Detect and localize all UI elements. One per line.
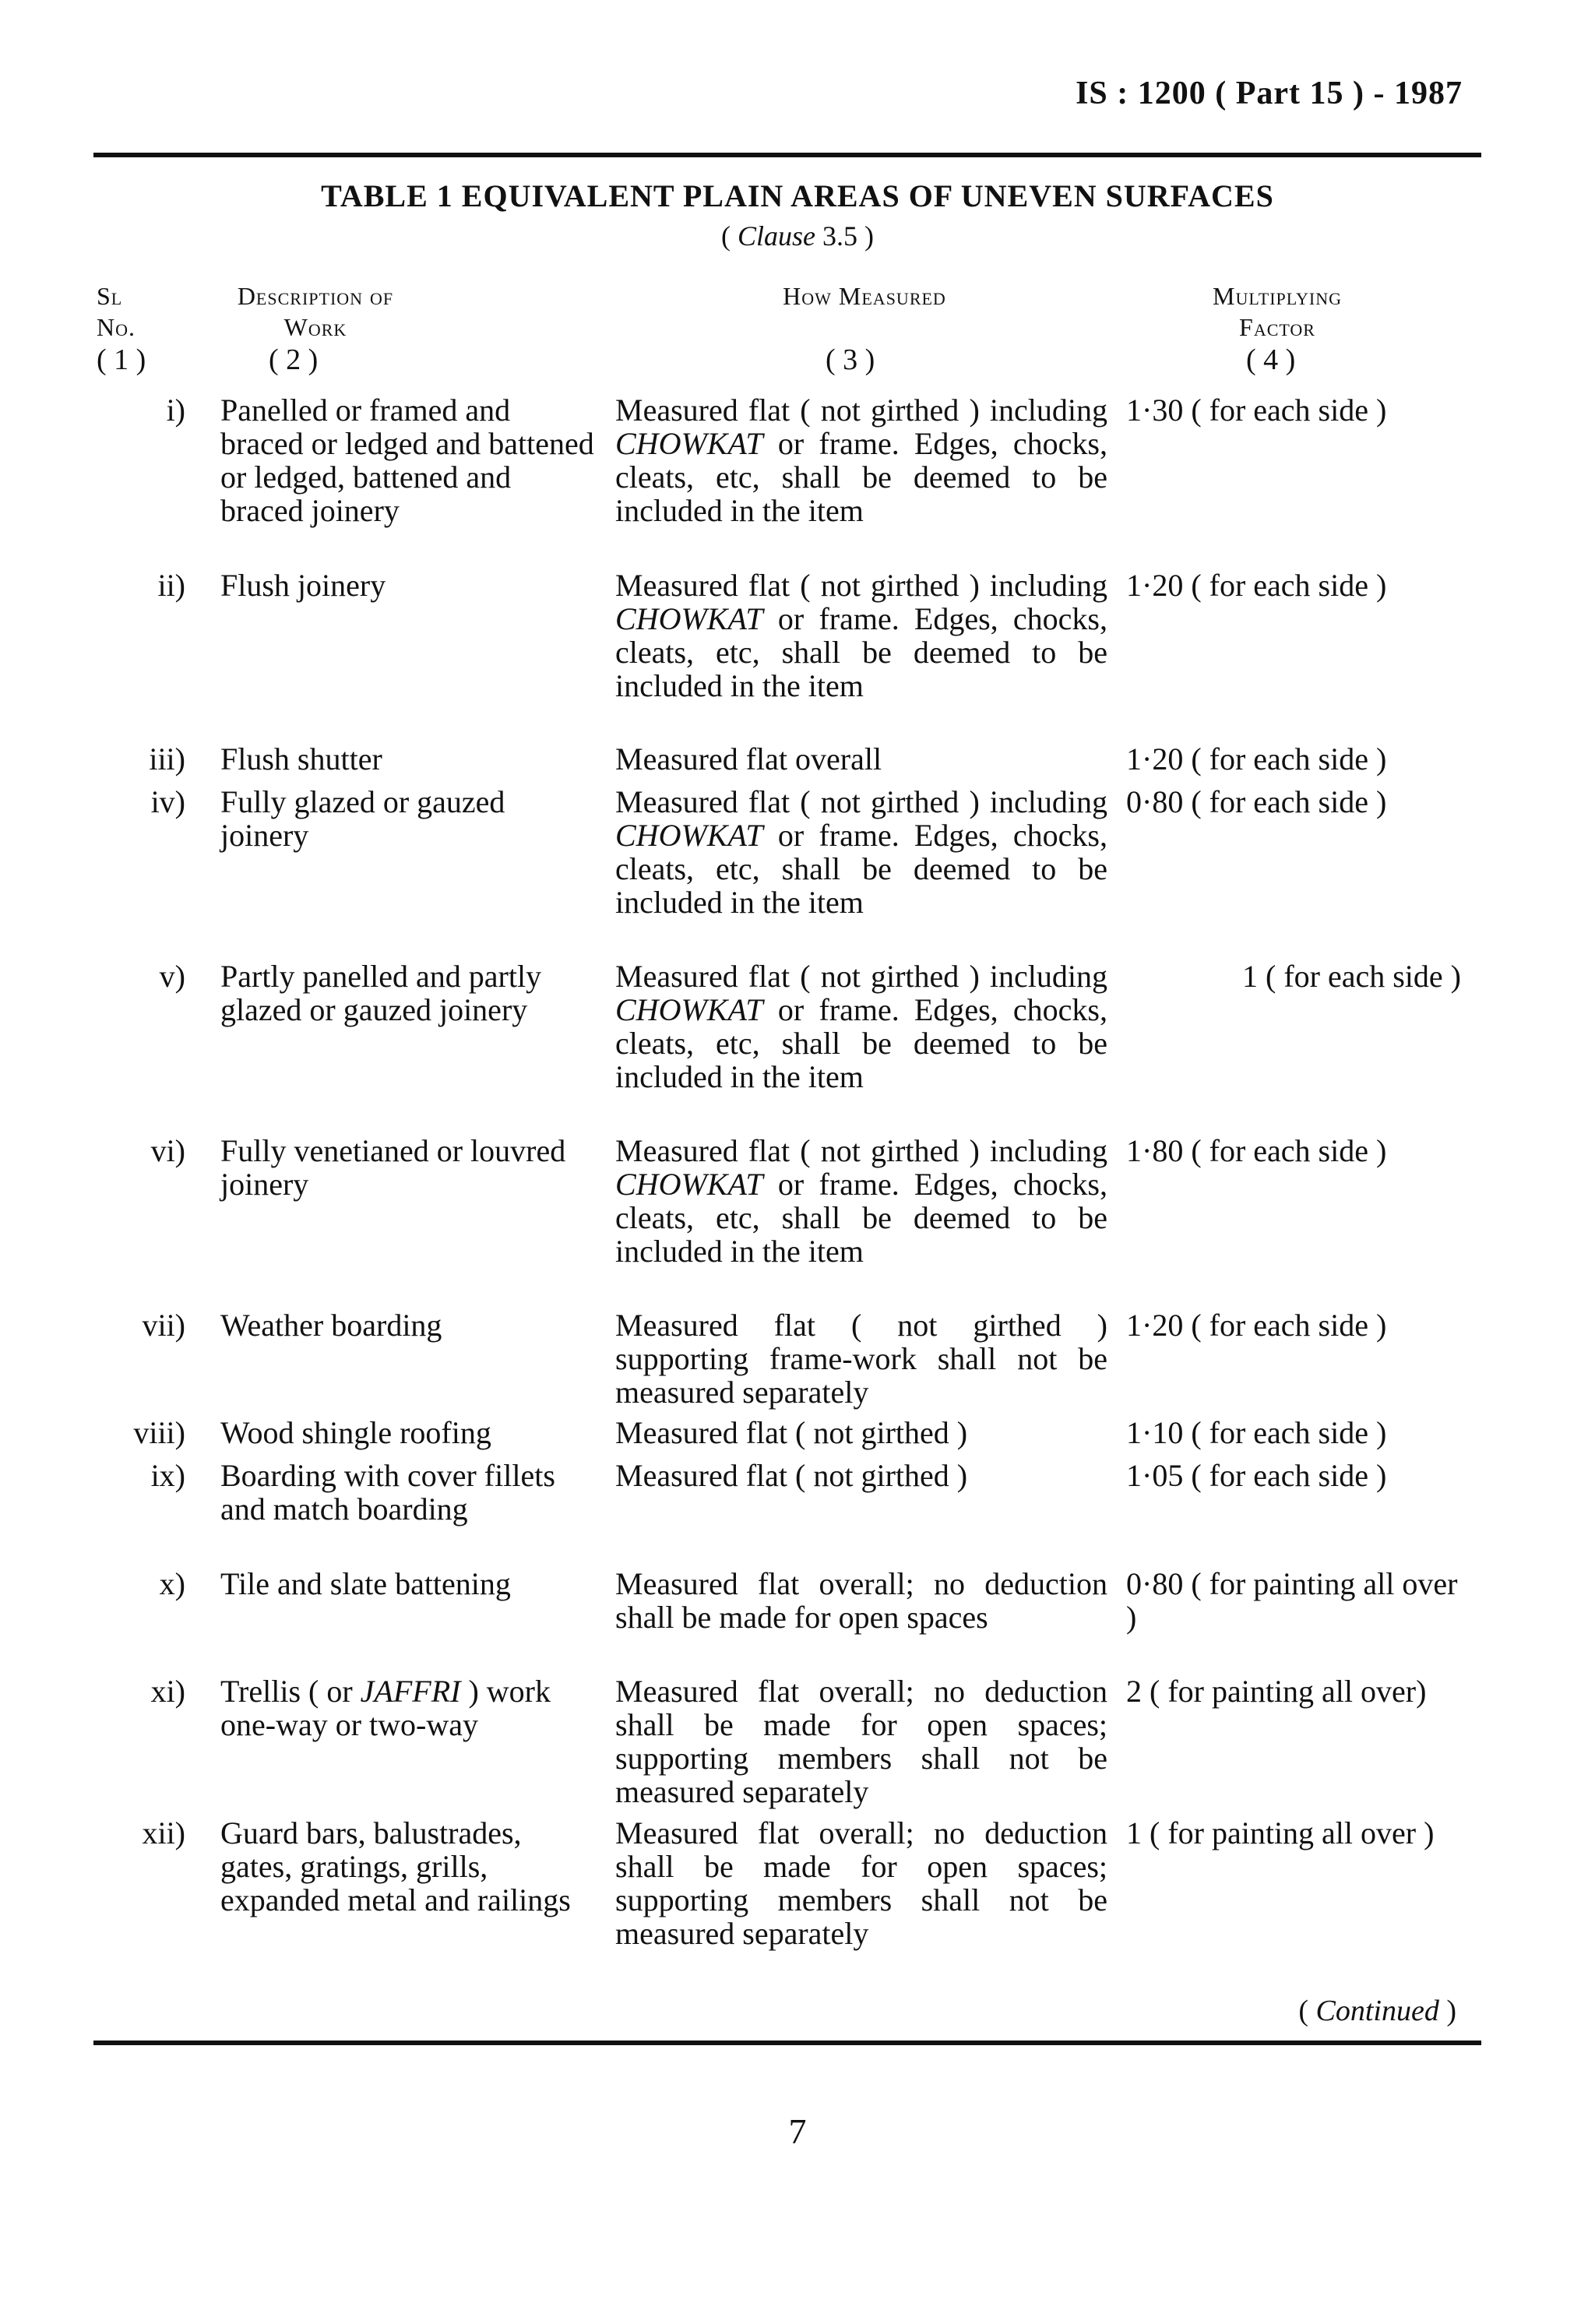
row-serial: iii) [149,741,185,776]
row-factor: 1·30 ( for each side ) [1126,393,1387,428]
row-serial: i) [166,393,185,428]
clause-open: ( [720,220,738,252]
row-how-measured: Measured flat overall; no deduction shall be made for open spaces; supporting members shall not be measured separately [615,1674,1107,1809]
column-number-1: ( 1 ) [97,343,146,376]
row-how-measured: Measured flat ( not girthed ) including CHOWKAT or frame. Edges, chocks, cleats, etc, shall be deemed to be included in the item [615,784,1107,920]
column-number-4: ( 4 ) [1246,343,1296,376]
row-description: Partly panelled and partly glazed or gauzed joinery [220,959,542,1027]
row-serial: ix) [150,1458,185,1493]
column-header-sl-no: Sl No. [97,282,136,341]
row-serial: xii) [142,1815,185,1850]
row-how-measured: Measured flat overall [615,741,882,776]
top-rule [93,153,1481,157]
row-description: Flush shutter [220,741,382,776]
row-description: Guard bars, balustrades, gates, gratings, grills, expanded metal and railings [220,1815,571,1917]
row-description: Boarding with cover fillets and match boarding [220,1458,555,1526]
row-factor: 1·20 ( for each side ) [1126,741,1387,776]
column-header-description: Description of Work [237,282,394,341]
row-serial: vi) [150,1133,185,1168]
clause-word: Clause [737,220,815,252]
row-how-measured: Measured flat overall; no deduction shall be made for open spaces [615,1566,1107,1635]
page-number: 7 [788,2111,807,2151]
continued-note: ( Continued ) [1298,1995,1456,2027]
row-how-measured: Measured flat ( not girthed ) including CHOWKAT or frame. Edges, chocks, cleats, etc, shall be deemed to be included in the item [615,568,1107,703]
row-how-measured: Measured flat ( not girthed ) [615,1458,968,1493]
row-factor: 1·05 ( for each side ) [1126,1458,1387,1493]
row-serial: iv) [150,784,185,819]
row-factor: 0·80 ( for each side ) [1126,784,1387,819]
row-description: Fully venetianed or louvred joinery [220,1133,566,1202]
clause-number: 3.5 ) [815,220,874,252]
row-how-measured: Measured flat ( not girthed ) including CHOWKAT or frame. Edges, chocks, cleats, etc, shall be deemed to be included in the item [615,393,1107,528]
table-clause-reference [0,220,1595,252]
row-factor: 1·20 ( for each side ) [1126,568,1387,603]
row-serial: v) [159,959,185,994]
row-factor: 1 ( for painting all over ) [1126,1815,1435,1850]
row-description: Fully glazed or gauzed joinery [220,784,505,853]
row-how-measured: Measured flat ( not girthed ) including CHOWKAT or frame. Edges, chocks, cleats, etc, shall be deemed to be included in the item [615,1133,1107,1269]
row-description: Trellis ( or JAFFRI ) work one-way or two-way [220,1674,551,1742]
row-how-measured: Measured flat ( not girthed ) [615,1415,968,1450]
row-description: Wood shingle roofing [220,1415,491,1450]
column-header-how-measured: How Measured [783,282,946,310]
column-header-multiplying-factor: Multiplying Factor [1213,282,1342,341]
row-description: Flush joinery [220,568,386,603]
standard-number-header: IS : 1200 ( Part 15 ) - 1987 [1076,76,1463,111]
row-description: Weather boarding [220,1308,442,1343]
row-serial: ii) [157,568,185,603]
row-description: Panelled or framed and braced or ledged and battened or ledged, battened and braced joinery [220,393,594,528]
row-factor: 1·10 ( for each side ) [1126,1415,1387,1450]
row-how-measured: Measured flat ( not girthed ) supporting frame-work shall not be measured separately [615,1308,1107,1410]
row-how-measured: Measured flat overall; no deduction shall be made for open spaces; supporting members shall not be measured separately [615,1815,1107,1951]
row-serial: xi) [150,1674,185,1709]
row-factor: 1 ( for each side ) [1242,959,1461,994]
bottom-rule [93,2041,1481,2045]
row-description: Tile and slate battening [220,1566,511,1601]
row-factor: 2 ( for painting all over) [1126,1674,1427,1709]
table-title: TABLE 1 EQUIVALENT PLAIN AREAS OF UNEVEN SURFACES [321,178,1274,213]
column-number-3: ( 3 ) [826,343,875,376]
row-factor: 1·80 ( for each side ) [1126,1133,1387,1168]
row-serial: x) [159,1566,185,1601]
column-number-2: ( 2 ) [269,343,319,376]
row-factor: 1·20 ( for each side ) [1126,1308,1387,1343]
row-serial: viii) [133,1415,185,1450]
row-serial: vii) [142,1308,185,1343]
row-factor: 0·80 ( for painting all over ) [1126,1566,1458,1635]
row-how-measured: Measured flat ( not girthed ) including CHOWKAT or frame. Edges, chocks, cleats, etc, shall be deemed to be included in the item [615,959,1107,1094]
